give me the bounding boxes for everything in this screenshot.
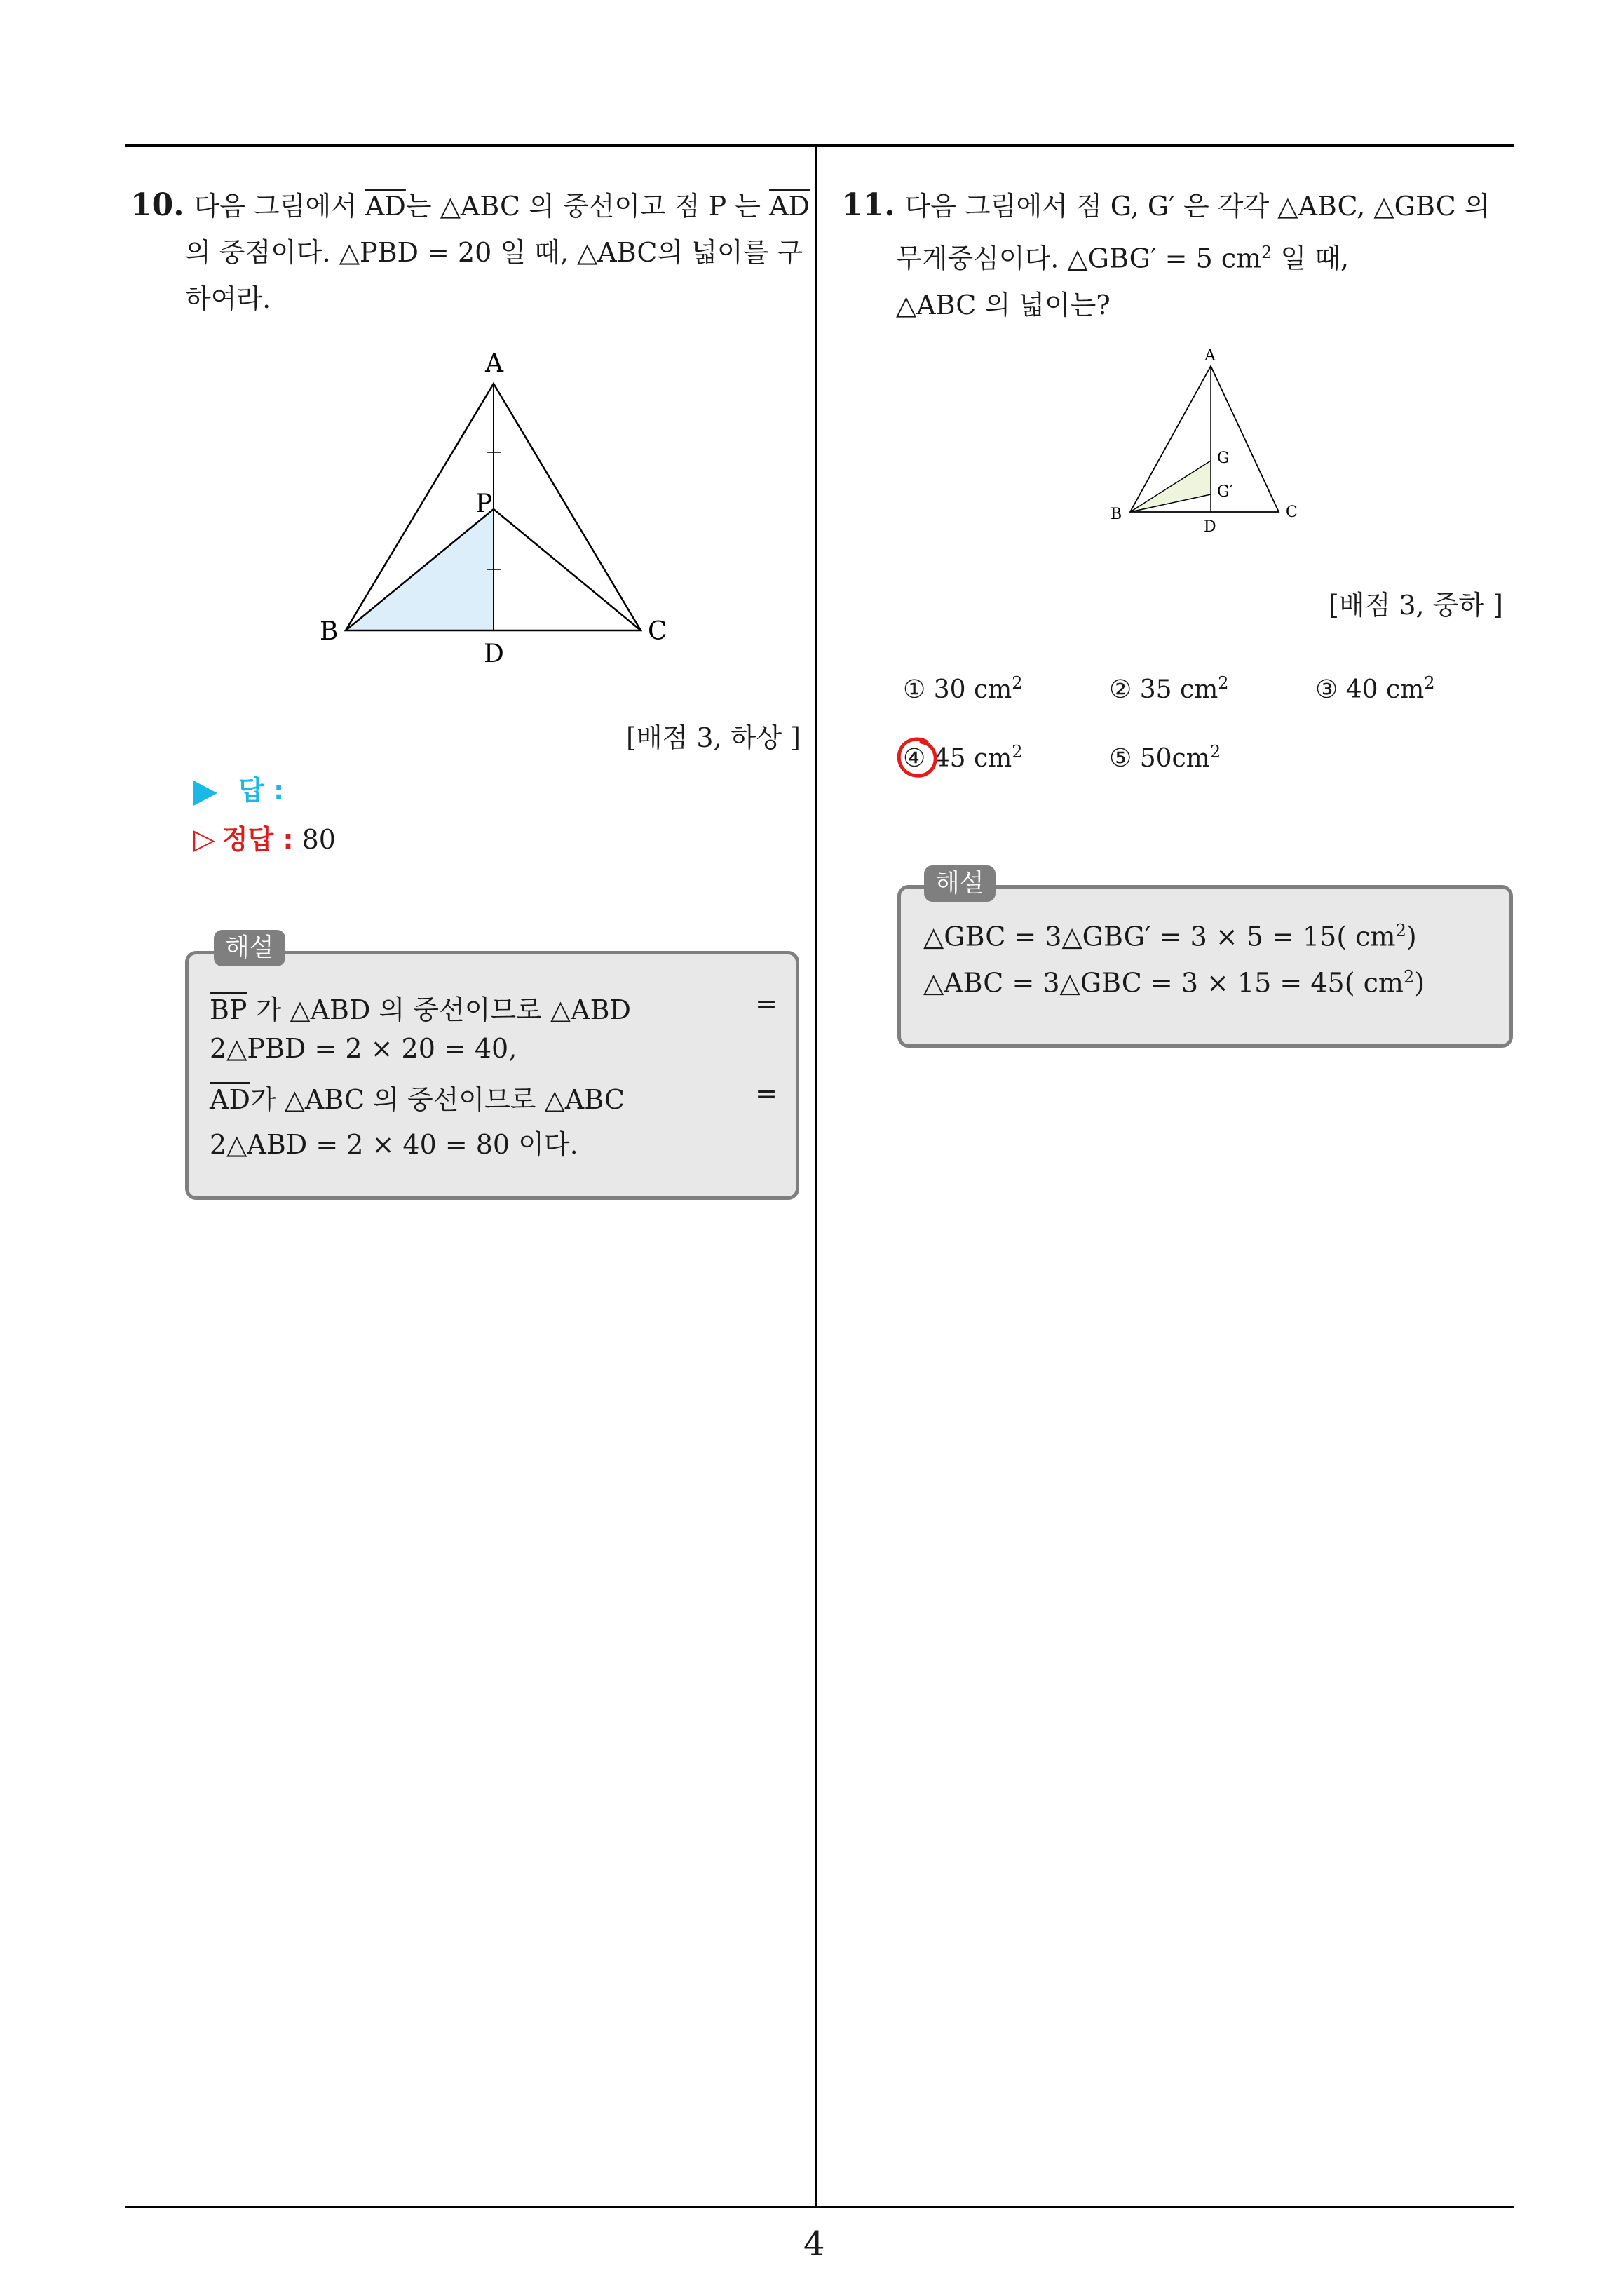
label-c: C [1286,504,1298,521]
label-a: A [485,349,503,378]
explanation-line2: △ABC = 3△GBC = 3 × 15 = 45( $cm^2$) [923,967,1425,999]
choice-4[interactable]: ④ 45 $cm^2$ [903,742,1023,773]
q10-line2: 의 중점이다. △PBD = 20 일 때, △ABC의 넓이를 구 [185,237,803,268]
correct-label: 정답 : [222,824,294,855]
outline-play-icon: ▷ [193,823,215,856]
q10-answer-row [193,769,284,807]
q10-correct-row [193,818,336,856]
page-number: 4 [803,2224,825,2264]
label-p: P [475,489,493,518]
q10-line3: 하여라. [185,283,271,314]
segment-ad: $\overline{AD}$ [210,1084,250,1115]
q11-line1: 11. 다음 그림에서 점 G, G′ 은 각각 △ABC, △GBC 의 [841,187,1490,223]
label-g: G [1217,450,1230,467]
selected-answer-circle [893,734,942,783]
explanation-line1: $\overline{BP}$ 가 △ABD 의 중선이므로 △ABD = [210,988,777,1025]
choice-1[interactable]: ① 30 $cm^2$ [903,673,1023,704]
label-g-prime: G′ [1217,483,1233,501]
label-d: D [484,640,504,668]
column-divider [815,144,817,2206]
answer-label: 답 : [238,775,285,806]
label-b: B [320,617,339,646]
question-10 [130,182,810,322]
q11-number: 11. [841,187,895,223]
q11-line2: 무게중심이다. △GBG′ = 5 $cm^2$ 일 때, [896,243,1350,274]
q10-line1: 10. 다음 그림에서 $\overline{AD}$는 △ABC 의 중선이고 점 P 는 $\overline{AD}$ [130,187,810,223]
choice-5[interactable]: ⑤ $50cm^2$ [1109,742,1221,773]
q10-explanation-box [185,951,799,1200]
segment-pc [494,509,641,630]
explanation-line3: $\overline{AD}$가 △ABC 의 중선이므로 △ABC = [210,1078,777,1115]
label-c: C [648,617,667,646]
q11-score: [배점 3, 중하 ] [1329,590,1503,621]
label-a: A [1204,347,1216,365]
segment-ad: $\overline{AD}$ [769,191,810,222]
choice-mark: ④ [903,744,926,773]
play-icon [193,781,217,806]
correct-value: 80 [301,824,336,855]
explanation-line4: 2△ABD = 2 × 40 = 80 이다. [210,1129,578,1160]
choice-mark: ③ [1315,675,1338,704]
q11-line3: △ABC 의 넓이는? [896,289,1111,320]
explanation-tag: 해설 [214,930,285,966]
choice-mark: ⑤ [1109,744,1132,773]
choice-mark: ① [903,675,926,704]
segment-ad: $\overline{AD}$ [365,191,406,222]
q11-triangle-figure [1101,344,1318,540]
q11-explanation-box [897,885,1513,1048]
explanation-tag: 해설 [924,865,996,902]
explanation-line2: 2△PBD = 2 × 20 = 40, [210,1033,517,1064]
explanation-line1: △GBC = 3△GBG′ = 3 × 5 = 15( $cm^2$) [923,921,1417,952]
q10-score: [배점 3, 하상 ] [626,722,801,753]
bottom-rule [125,2206,1514,2208]
q10-number: 10. [130,187,184,223]
segment-bp: $\overline{BP}$ [210,994,247,1025]
choice-3[interactable]: ③ 40 $cm^2$ [1315,673,1435,704]
q10-triangle-figure [294,337,687,673]
question-11 [841,182,1514,328]
top-rule [125,144,1514,147]
label-b: B [1111,506,1122,523]
label-d: D [1204,518,1216,536]
choice-mark: ② [1109,675,1132,704]
choice-2[interactable]: ② 35 $cm^2$ [1109,673,1229,704]
